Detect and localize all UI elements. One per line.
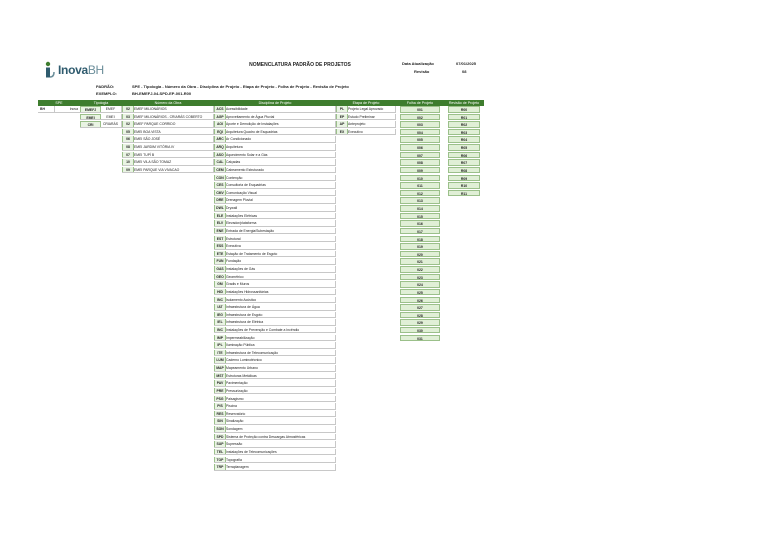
disciplina-row-label: Aquecimento Solar e a Gás — [224, 152, 336, 159]
disciplina-row-code: DRE — [214, 197, 226, 204]
pattern-value: SPE - Tipologia - Número da Obra - Disciplina de Projeto - Etapa de Projeto - Folha de Projeto - Revisão de Projeto — [132, 84, 349, 89]
disciplina-row-label: Cabeamento Estruturado — [224, 167, 336, 174]
disciplina-row — [214, 319, 336, 326]
revisao-row: R05 — [448, 144, 480, 151]
disciplina-row-label: Infraestrutura de Elétrica — [224, 319, 336, 326]
tipologia-row — [80, 121, 122, 128]
disciplina-row-code: SPD — [214, 434, 226, 441]
obra-row-code: 09 — [122, 167, 134, 174]
disciplina-row-code: IEL — [214, 319, 226, 326]
disciplina-row — [214, 327, 336, 334]
disciplina-row — [214, 121, 336, 128]
folha-row: 002 — [400, 114, 440, 121]
disciplina-row — [214, 441, 336, 448]
disciplina-row-code: TEL — [214, 449, 226, 456]
disciplina-row — [214, 220, 336, 227]
disciplina-row-code: AGP — [214, 114, 226, 121]
disciplina-row-code: GAS — [214, 266, 226, 273]
disciplina-row-label: Iluminação Pública — [224, 342, 336, 349]
disciplina-row-label: Instalações de Telecomunicações — [224, 449, 336, 456]
tipologia-code: EMEFJ — [80, 106, 101, 113]
disciplina-row — [214, 304, 336, 311]
disciplina-row-code: ENE — [214, 228, 226, 235]
disciplina-row — [214, 205, 336, 212]
disciplina-row-label: Drenagem Pluvial — [224, 197, 336, 204]
disciplina-row-label: Entrada de Energia/Subestação — [224, 228, 336, 235]
obra-row-label: EMEI TUPÍ B — [132, 152, 214, 159]
disciplina-row — [214, 197, 336, 204]
folha-row: 030 — [400, 327, 440, 334]
folha-row: 024 — [400, 281, 440, 288]
obra-row — [122, 114, 214, 121]
disciplina-row-code: GEO — [214, 274, 226, 281]
etapa-row — [336, 121, 396, 128]
disciplina-row-label: Terraplanagem — [224, 464, 336, 471]
disciplina-row-label: Infraestrutura de Esgoto — [224, 312, 336, 319]
disciplina-row-code: EST — [214, 236, 226, 243]
folha-row: 029 — [400, 319, 440, 326]
disciplina-row — [214, 228, 336, 235]
etapa-row-label: Executivo — [346, 129, 396, 136]
revisao-row: R09 — [448, 175, 480, 182]
disciplina-row-label: Gradis e Muros — [224, 281, 336, 288]
col-header-disciplina: Disciplina de Projeto — [214, 100, 336, 106]
obra-row-code: 02 — [122, 121, 134, 128]
disciplina-row-label: Aporte e Demolição de Instalações — [224, 121, 336, 128]
obra-row — [122, 121, 214, 128]
disciplina-row — [214, 289, 336, 296]
folha-row: 025 — [400, 289, 440, 296]
tipologia-code: CRI — [80, 121, 101, 128]
disciplina-row-label: Reservatório — [224, 411, 336, 418]
disciplina-row-code: SUP — [214, 441, 226, 448]
obra-row — [122, 106, 214, 113]
disciplina-row-code: ETE — [214, 251, 226, 258]
etapa-row-code: AP — [336, 121, 348, 128]
disciplina-row-code: CES — [214, 182, 226, 189]
etapa-row-label: Anteprojeto — [346, 121, 396, 128]
disciplina-row — [214, 457, 336, 464]
revisao-row: R01 — [448, 114, 480, 121]
obra-row-label: EMEF MILIONÁRIOS - CRIARÁS COBERTO — [132, 114, 214, 121]
disciplina-row-code: ESS — [214, 243, 226, 250]
disciplina-row-label: Estação de Tratamento de Esgoto — [224, 251, 336, 258]
disciplina-row-code: ARQ — [214, 144, 226, 151]
tipologia-name: CRIARÁS — [100, 121, 122, 128]
disciplina-row — [214, 159, 336, 166]
disciplina-row-label: Sondagem — [224, 426, 336, 433]
col-header-revisao: Revisão de Projeto — [444, 100, 484, 106]
disciplina-row-label: Caderno Luminotécnico — [224, 357, 336, 364]
tipologia-name: EMEI — [100, 114, 122, 121]
revisao-row: R10 — [448, 182, 480, 189]
disciplina-row — [214, 106, 336, 113]
folha-row: 020 — [400, 251, 440, 258]
disciplina-row — [214, 411, 336, 418]
disciplina-row — [214, 357, 336, 364]
inovabh-logo-icon — [44, 61, 56, 79]
disciplina-row-label: Instalações Hidrossanitárias — [224, 289, 336, 296]
disciplina-row — [214, 129, 336, 136]
disciplina-row-code: CEM — [214, 167, 226, 174]
folha-row: 027 — [400, 304, 440, 311]
disciplina-row-code: ITE — [214, 350, 226, 357]
example-line — [96, 91, 191, 96]
etapa-row — [336, 129, 396, 136]
obra-row-code: 07 — [122, 152, 134, 159]
disciplina-row-code: ACS — [214, 106, 226, 113]
disciplina-row-code: DWL — [214, 205, 226, 212]
folha-row: 017 — [400, 228, 440, 235]
disciplina-row-label: Consultoria de Esquadrias — [224, 182, 336, 189]
obra-row — [122, 136, 214, 143]
disciplina-row — [214, 152, 336, 159]
disciplina-row-code: INC — [214, 297, 226, 304]
disciplina-row — [214, 258, 336, 265]
disciplina-row — [214, 434, 336, 441]
obra-row-label: EMEF MILIONÁRIOS — [132, 106, 214, 113]
folha-row: 028 — [400, 312, 440, 319]
obra-row-code: 08 — [122, 144, 134, 151]
revisao-row: R08 — [448, 167, 480, 174]
disciplina-row-code: PIS — [214, 403, 226, 410]
obra-row — [122, 152, 214, 159]
disciplina-row-label: Topografia — [224, 457, 336, 464]
disciplina-row-code: AOI — [214, 121, 226, 128]
disciplina-row-code: ARC — [214, 136, 226, 143]
folha-row: 012 — [400, 190, 440, 197]
revisao-row: R03 — [448, 129, 480, 136]
disciplina-row — [214, 388, 336, 395]
folha-row: 031 — [400, 335, 440, 342]
disciplina-row — [214, 403, 336, 410]
etapa-row-code: EX — [336, 129, 348, 136]
disciplina-row — [214, 297, 336, 304]
obra-row — [122, 129, 214, 136]
folha-row: 009 — [400, 167, 440, 174]
disciplina-row-code: IEG — [214, 312, 226, 319]
folha-row: 023 — [400, 274, 440, 281]
disciplina-row-label: Ar Condicionado — [224, 136, 336, 143]
disciplina-row-code: IAT — [214, 304, 226, 311]
disciplina-row-label: Supressão — [224, 441, 336, 448]
etapa-row-code: EP — [336, 114, 348, 121]
disciplina-row-code: MAP — [214, 365, 226, 372]
disciplina-row-label: Sistema de Proteção contra Descargas Atmosféricas — [224, 434, 336, 441]
obra-row-code: 06 — [122, 136, 134, 143]
revisao-row: R00 — [448, 106, 480, 113]
disciplina-row-code: RES — [214, 411, 226, 418]
date-value: 07/01/2025 — [456, 61, 477, 66]
tipologia-name: EMEF — [100, 106, 122, 113]
disciplina-row-label: Pressurização — [224, 388, 336, 395]
disciplina-row-label: Calçadas — [224, 159, 336, 166]
col-header-spe: SPE — [38, 100, 80, 106]
logo-text-bh: BH — [87, 63, 104, 77]
disciplina-row-label: Paisagismo — [224, 396, 336, 403]
etapa-row-label: Projeto Legal Aprovado — [346, 106, 396, 113]
disciplina-row — [214, 396, 336, 403]
obra-row-code: 02 — [122, 106, 134, 113]
spe-name: Inova — [69, 107, 78, 111]
disciplina-row-label: Mapeamento Urbano — [224, 365, 336, 372]
col-header-folha: Folha de Projeto — [396, 100, 444, 106]
disciplina-row-code: TRP — [214, 464, 226, 471]
disciplina-row — [214, 350, 336, 357]
disciplina-row-label: Fundação — [224, 258, 336, 265]
disciplina-row — [214, 136, 336, 143]
disciplina-row-label: Geométrico — [224, 274, 336, 281]
revisao-row: R02 — [448, 121, 480, 128]
disciplina-row — [214, 365, 336, 372]
disciplina-row — [214, 144, 336, 151]
disciplina-row-code: MST — [214, 373, 226, 380]
obra-row-label: EMEF PARQUE CORRIDO — [132, 121, 214, 128]
folha-row: 004 — [400, 129, 440, 136]
disciplina-row — [214, 449, 336, 456]
col-header-etapa: Etapa de Projeto — [336, 100, 396, 106]
folha-row: 026 — [400, 297, 440, 304]
disciplina-row — [214, 251, 336, 258]
disciplina-row — [214, 175, 336, 182]
revisao-row: R04 — [448, 136, 480, 143]
revisao-row: R11 — [448, 190, 480, 197]
disciplina-row-label: Arquitetura Quadro de Esquadrias — [224, 129, 336, 136]
disciplina-row — [214, 312, 336, 319]
obra-row-code: 03 — [122, 114, 134, 121]
folha-row: 019 — [400, 243, 440, 250]
obra-row-label: EMEI JARDIM VITÓRIA IV — [132, 144, 214, 151]
folha-row: 015 — [400, 213, 440, 220]
disciplina-row-code: IMP — [214, 335, 226, 342]
tipologia-row — [80, 106, 122, 113]
revision-label: Revisão — [414, 69, 430, 74]
disciplina-row-code: SIN — [214, 418, 226, 425]
disciplina-row-label: Infraestrutura de Água — [224, 304, 336, 311]
folha-row: 016 — [400, 220, 440, 227]
disciplina-row — [214, 243, 336, 250]
obra-row-code: 05 — [122, 129, 134, 136]
obra-row-label: EMEI VILA SÃO TOMAZ — [132, 159, 214, 166]
disciplina-row — [214, 418, 336, 425]
disciplina-row — [214, 167, 336, 174]
disciplina-row-code: INC — [214, 327, 226, 334]
obra-row-code: 10 — [122, 159, 134, 166]
etapa-row-code: PL — [336, 106, 348, 113]
folha-row: 018 — [400, 236, 440, 243]
col-header-numero: Número da Obra — [122, 100, 214, 106]
disciplina-row — [214, 236, 336, 243]
folha-row: 011 — [400, 182, 440, 189]
revisao-row: R07 — [448, 159, 480, 166]
disciplina-row-label: Pavimentação — [224, 380, 336, 387]
etapa-row — [336, 114, 396, 121]
folha-row: 013 — [400, 197, 440, 204]
disciplina-row-label: Acessibilidade — [224, 106, 336, 113]
folha-row: 021 — [400, 258, 440, 265]
disciplina-row — [214, 182, 336, 189]
spe-code: BH — [38, 106, 55, 113]
disciplina-row — [214, 335, 336, 342]
disciplina-row-label: Sinalização — [224, 418, 336, 425]
disciplina-row-label: Executiva — [224, 243, 336, 250]
disciplina-row-code: GM — [214, 281, 226, 288]
example-value: BH-EMEFJ-04-SPD-EP-001-R00 — [132, 91, 192, 96]
disciplina-row-code: IPL — [214, 342, 226, 349]
disciplina-row — [214, 213, 336, 220]
inovabh-logo — [44, 61, 134, 81]
folha-row: 007 — [400, 152, 440, 159]
disciplina-row — [214, 114, 336, 121]
disciplina-row-code: CON — [214, 175, 226, 182]
disciplina-row-label: Arquitetura — [224, 144, 336, 151]
disciplina-row-label: Instalações Elétricas — [224, 213, 336, 220]
disciplina-row — [214, 464, 336, 471]
disciplina-row — [214, 274, 336, 281]
disciplina-row-label: Contenção — [224, 175, 336, 182]
logo-text-inova: Inova — [58, 63, 88, 77]
disciplina-row-code: ELE — [214, 213, 226, 220]
revisao-row: R06 — [448, 152, 480, 159]
disciplina-row — [214, 190, 336, 197]
disciplina-row-code: ASO — [214, 152, 226, 159]
disciplina-row-code: LUM — [214, 357, 226, 364]
disciplina-row — [214, 266, 336, 273]
disciplina-row-code: CAL — [214, 159, 226, 166]
folha-row: 022 — [400, 266, 440, 273]
obra-row — [122, 167, 214, 174]
etapa-row — [336, 106, 396, 113]
disciplina-row — [214, 380, 336, 387]
disciplina-row-label: Instalações de Gás — [224, 266, 336, 273]
disciplina-row-code: PSG — [214, 396, 226, 403]
obra-row — [122, 159, 214, 166]
disciplina-row-label: Aproveitamento de Água Pluvial — [224, 114, 336, 121]
etapa-row-label: Estudo Preliminar — [346, 114, 396, 121]
disciplina-row-label: Isolamento Acústico — [224, 297, 336, 304]
disciplina-row-code: FUN — [214, 258, 226, 265]
disciplina-row-code: CMV — [214, 190, 226, 197]
tipologia-code: EMEI — [80, 114, 101, 121]
disciplina-row-label: Infraestrutura de Telecomunicação — [224, 350, 336, 357]
disciplina-row-label: Piscina — [224, 403, 336, 410]
disciplina-row-code: EQI — [214, 129, 226, 136]
revision-value: 08 — [462, 69, 467, 74]
obra-row-label: EMEI PARQUE VIA VIVACAO — [132, 167, 214, 174]
disciplina-row-label: Comunicação Visual — [224, 190, 336, 197]
folha-row: 014 — [400, 205, 440, 212]
obra-row — [122, 144, 214, 151]
folha-row: 008 — [400, 159, 440, 166]
spe-row — [38, 106, 80, 113]
obra-row-label: EMEI BOA VISTA — [132, 129, 214, 136]
disciplina-row-label: Instalações de Prevenção e Combate a Incêndio — [224, 327, 336, 334]
folha-row: 003 — [400, 121, 440, 128]
disciplina-row — [214, 373, 336, 380]
page-title: NOMENCLATURA PADRÃO DE PROJETOS — [249, 62, 351, 68]
disciplina-row-code: PAV — [214, 380, 226, 387]
col-header-tipologia: Tipologia — [80, 100, 122, 106]
example-label: EXEMPLO: — [96, 91, 117, 96]
disciplina-row-label: Estruturas Metálicas — [224, 373, 336, 380]
disciplina-row-label: Drywall — [224, 205, 336, 212]
disciplina-row-code: PRE — [214, 388, 226, 395]
disciplina-row — [214, 342, 336, 349]
folha-row: 005 — [400, 136, 440, 143]
disciplina-row-code: TOP — [214, 457, 226, 464]
disciplina-row — [214, 426, 336, 433]
disciplina-row-label: Impermeabilização — [224, 335, 336, 342]
disciplina-row-label: Estrutural — [224, 236, 336, 243]
disciplina-row-label: Elevador/plataforma — [224, 220, 336, 227]
disciplina-row-code: SON — [214, 426, 226, 433]
disciplina-row — [214, 281, 336, 288]
disciplina-row-code: HID — [214, 289, 226, 296]
obra-row-label: EMEI SÃO JOSÉ — [132, 136, 214, 143]
folha-row: 010 — [400, 175, 440, 182]
pattern-line — [96, 84, 349, 89]
disciplina-row-code: ELV — [214, 220, 226, 227]
folha-row: 006 — [400, 144, 440, 151]
folha-row: 001 — [400, 106, 440, 113]
date-label: Data Atualização — [402, 61, 434, 66]
tipologia-row — [80, 114, 122, 121]
pattern-label: PADRÃO: — [96, 84, 115, 89]
